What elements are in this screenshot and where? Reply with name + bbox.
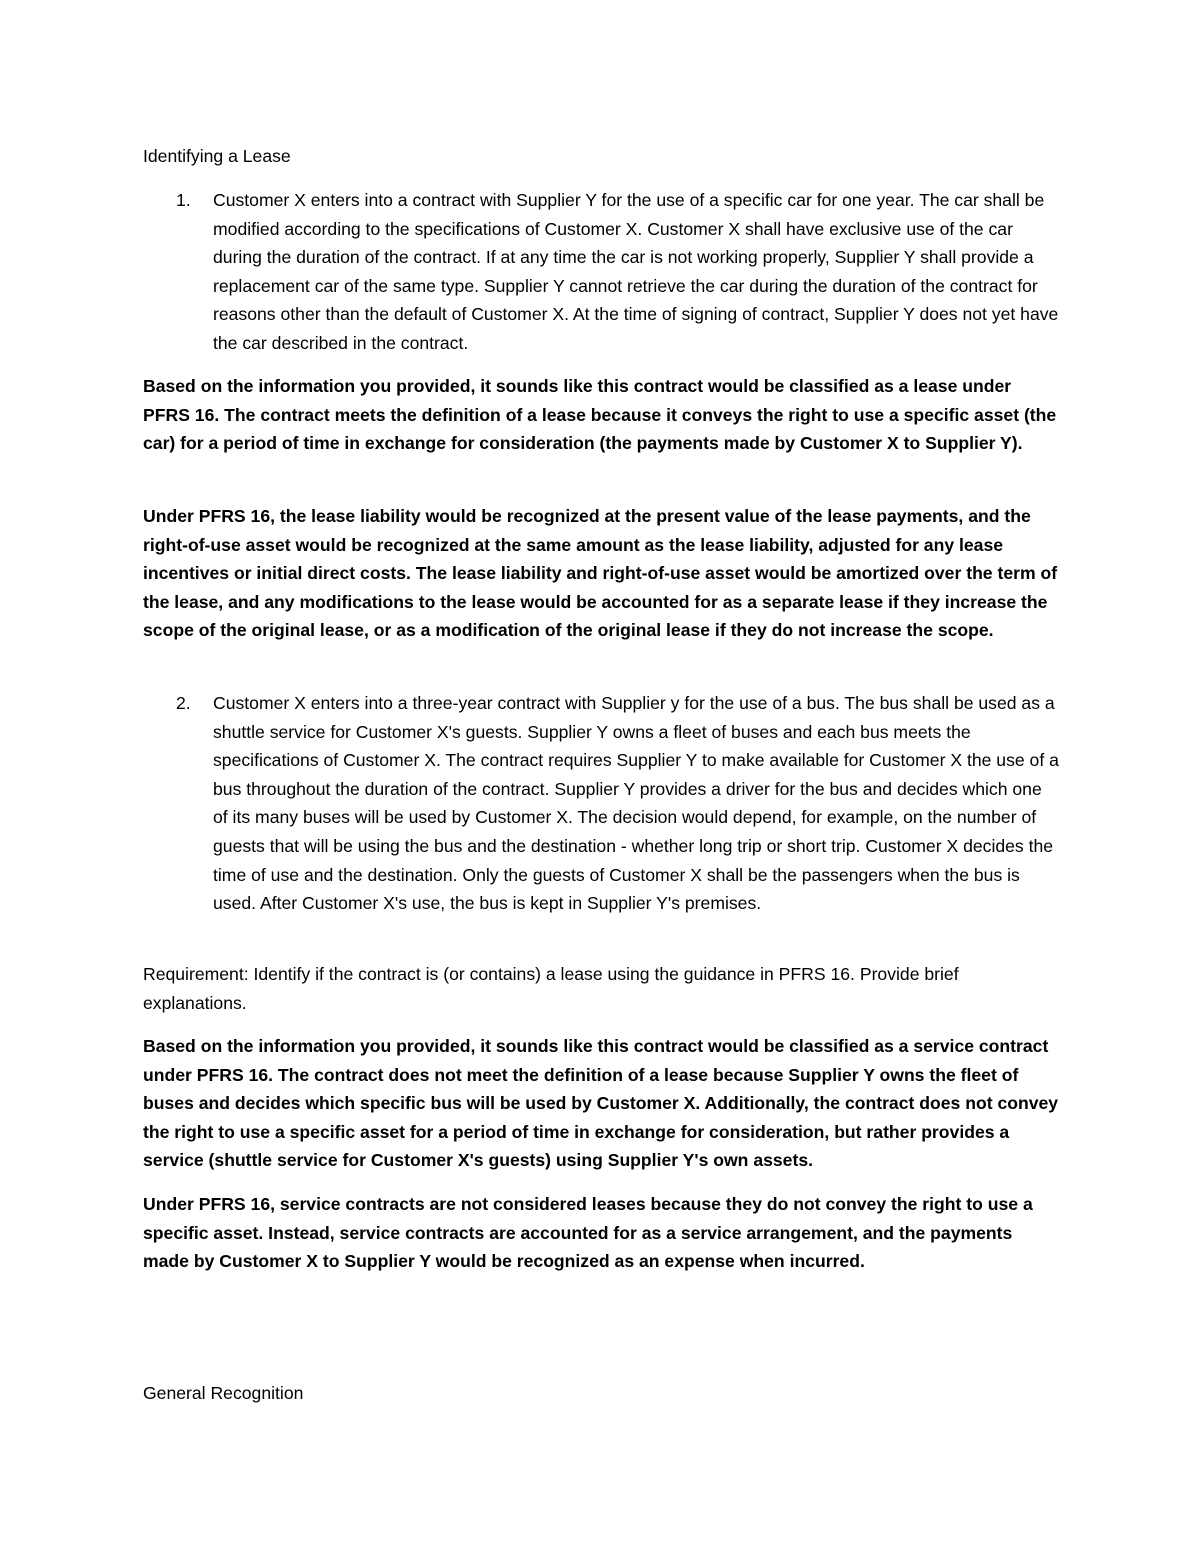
answer-paragraph-1b: Under PFRS 16, the lease liability would be recognized at the present value of the lease payments, and the right-of-use asset would be recognized at the same amount as the lease liability, adjusted for any lease incentives or initial direct costs. The lease liability and right-of-use asset would be amortized over the term of the lease, and any modifications to the lease would be accounted for as a separate lease if they increase the scope of the original lease, or as a modification of the original lease if they do not increase the scope. bbox=[143, 506, 1058, 641]
list-item-2 bbox=[143, 689, 1061, 918]
list-item-text: Customer X enters into a three-year contract with Supplier y for the use of a bus. The bus shall be used as a shuttle service for Customer X's guests. Supplier Y owns a fleet of buses and each bus meets the specifications of Customer X. The contract requires Supplier Y to make available for Customer X the use of a bus throughout the duration of the contract. Supplier Y provides a driver for the bus and decides which one of its many buses will be used by Customer X. The decision would depend, for example, on the number of guests that will be using the bus and the destination - whether long trip or short trip. Customer X decides the time of use and the destination. Only the guests of Customer X shall be the passengers when the bus is used. After Customer X's use, the bus is kept in Supplier Y's premises. bbox=[213, 693, 1059, 914]
list-number: 2. bbox=[176, 693, 191, 713]
requirement-paragraph: Requirement: Identify if the contract is (or contains) a lease using the guidance in PFRS 16. Provide brief explanations. bbox=[143, 964, 959, 1013]
list-item-text: Customer X enters into a contract with Supplier Y for the use of a specific car for one year. The car shall be modified according to the specifications of Customer X. Customer X shall have exclusive use of the car during the duration of the contract. If at any time the car is not working properly, Supplier Y shall provide a replacement car of the same type. Supplier Y cannot retrieve the car during the duration of the contract for reasons other than the default of Customer X. At the time of signing of contract, Supplier Y does not yet have the car described in the contract. bbox=[213, 190, 1059, 353]
section-heading-identifying-a-lease: Identifying a Lease bbox=[143, 146, 291, 166]
list-item-1 bbox=[143, 186, 1061, 358]
list-number: 1. bbox=[176, 190, 191, 210]
answer-paragraph-2a: Based on the information you provided, it sounds like this contract would be classified as a service contract under PFRS 16. The contract does not meet the definition of a lease because Supplier Y owns the fleet of buses and decides which specific bus will be used by Customer X. Additionally, the contract does not convey the right to use a specific asset for a period of time in exchange for consideration, but rather provides a service (shuttle service for Customer X's guests) using Supplier Y's own assets. bbox=[143, 1036, 1059, 1171]
section-heading-general-recognition: General Recognition bbox=[143, 1383, 304, 1403]
answer-paragraph-2b: Under PFRS 16, service contracts are not considered leases because they do not convey the right to use a specific asset. Instead, service contracts are accounted for as a service arrangement, and the payments made by Customer X to Supplier Y would be recognized as an expense when incurred. bbox=[143, 1194, 1033, 1272]
answer-paragraph-1a: Based on the information you provided, it sounds like this contract would be classified as a lease under PFRS 16. The contract meets the definition of a lease because it conveys the right to use a specific asset (the car) for a period of time in exchange for consideration (the payments made by Customer X to Supplier Y). bbox=[143, 376, 1057, 454]
